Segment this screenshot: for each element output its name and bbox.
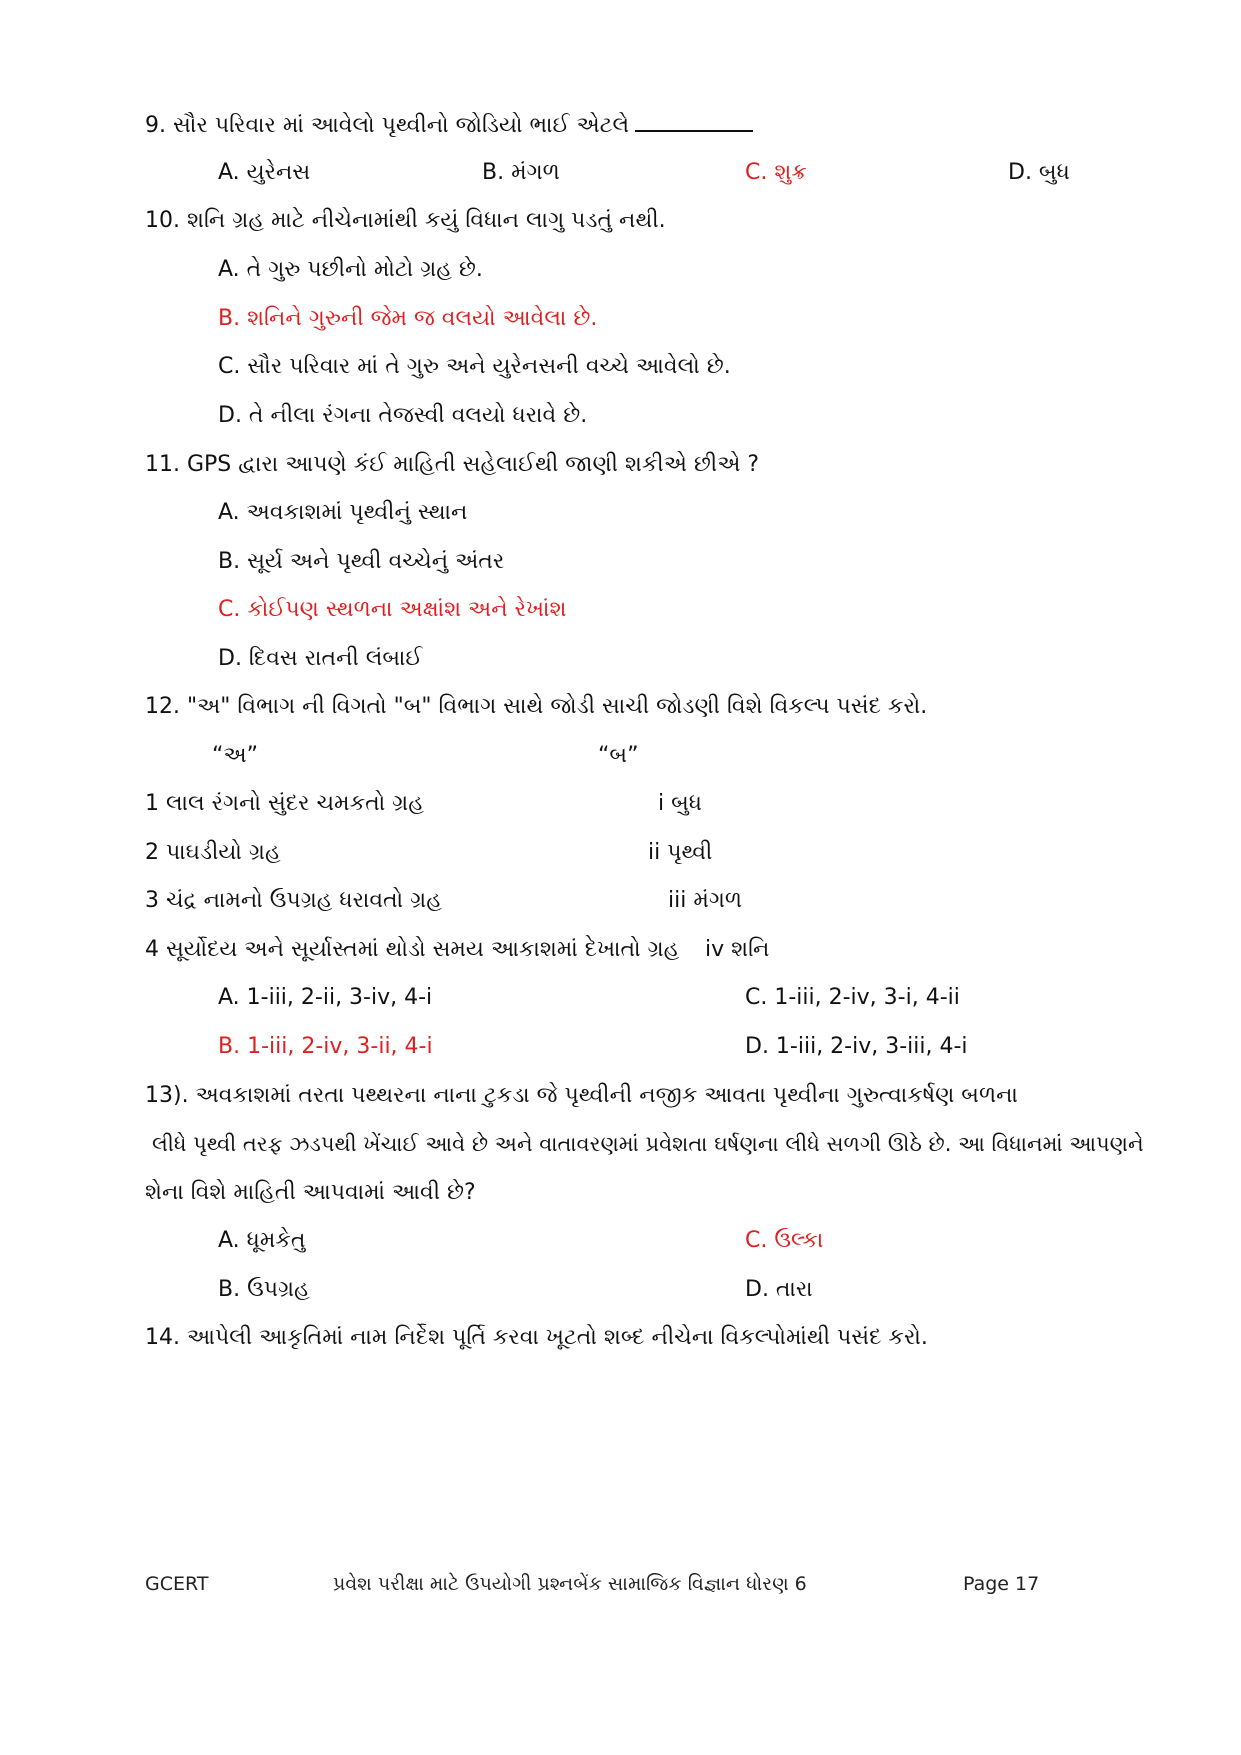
- q14-question: 14. આપેલી આકૃતિમાં નામ નિર્દેશ પૂર્તિ કરવા ખૂટતો શબ્દ નીચેના વિકલ્પોમાંથી પસંદ કરો.: [145, 1325, 928, 1350]
- footer-left: GCERT: [145, 1573, 209, 1595]
- q10-option-b-correct: B. શનિને ગુરુની જેમ જ વલયો આવેલા છે.: [218, 306, 598, 331]
- q10-option-a: A. તે ગુરુ પછીનો મોટો ગ્રહ છે.: [218, 257, 483, 282]
- q13-question-line-1: 13). અવકાશમાં તરતા પથ્થરના નાના ટુકડા જે પૃથ્વીની નજીક આવતા પૃથ્વીના ગુરુત્વાકર્ષણ બળના: [145, 1083, 1018, 1108]
- q13-option-c-correct: C. ઉલ્કા: [745, 1228, 824, 1253]
- q12-col-b-header: “બ”: [598, 743, 639, 768]
- q9-option-c-correct: C. શુક્ર: [745, 160, 807, 185]
- q13-question-line-3: શેના વિશે માહિતી આપવામાં આવી છે?: [145, 1180, 476, 1205]
- q11-option-b: B. સૂર્ય અને પૃથ્વી વચ્ચેનું અંતર: [218, 549, 505, 574]
- q13-option-a: A. ધૂમકેતુ: [218, 1228, 306, 1253]
- answer-blank: [635, 110, 753, 132]
- q12-col-a-item-2: 2 પાઘડીયો ગ્રહ: [145, 840, 281, 865]
- q11-option-d: D. દિવસ રાતની લંબાઈ: [218, 646, 423, 671]
- footer-center: પ્રવેશ પરીક્ષા માટે ઉપયોગી પ્રશ્નબેંક સામાજિક વિજ્ઞાન ધોરણ 6: [333, 1573, 807, 1595]
- q12-option-b-correct: B. 1-iii, 2-iv, 3-ii, 4-i: [218, 1034, 433, 1059]
- footer-page-number: Page 17: [963, 1573, 1040, 1595]
- q9-option-d: D. બુધ: [1008, 160, 1070, 185]
- q11-question: 11. GPS દ્વારા આપણે કંઈ માહિતી સહેલાઈથી જાણી શકીએ છીએ ?: [145, 452, 760, 477]
- q12-question: 12. "અ" વિભાગ ની વિગતો "બ" વિભાગ સાથે જોડી સાચી જોડણી વિશે વિકલ્પ પસંદ કરો.: [145, 694, 928, 719]
- q11-option-a: A. અવકાશમાં પૃથ્વીનું સ્થાન: [218, 500, 468, 525]
- q13-option-b: B. ઉપગ્રહ: [218, 1277, 310, 1302]
- q11-option-c-correct: C. કોઈપણ સ્થળના અક્ષાંશ અને રેખાંશ: [218, 597, 567, 622]
- q12-col-a-item-4: 4 સૂર્યોદય અને સૂર્યાસ્તમાં થોડો સમય આકાશમાં દેખાતો ગ્રહ: [145, 937, 680, 962]
- q13-option-d: D. તારા: [745, 1277, 813, 1302]
- q12-option-c: C. 1-iii, 2-iv, 3-i, 4-ii: [745, 985, 960, 1010]
- q12-col-b-item-3: iii મંગળ: [668, 888, 743, 913]
- q10-option-c: C. સૌર પરિવાર માં તે ગુરુ અને યુરેનસની વચ્ચે આવેલો છે.: [218, 354, 731, 379]
- q9-option-a: A. યુરેનસ: [218, 160, 311, 185]
- q12-col-a-item-3: 3 ચંદ્ર નામનો ઉપગ્રહ ધરાવતો ગ્રહ: [145, 888, 442, 913]
- q12-col-b-item-4: iv શનિ: [705, 937, 770, 962]
- q9-question: 9. સૌર પરિવાર માં આવેલો પૃથ્વીનો જોડિયો ભાઈ એટલે: [145, 110, 753, 141]
- q12-option-a: A. 1-iii, 2-ii, 3-iv, 4-i: [218, 985, 433, 1010]
- q13-question-line-2: લીધે પૃથ્વી તરફ ઝડપથી ખેંચાઈ આવે છે અને વાતાવરણમાં પ્રવેશતા ઘર્ષણના લીધે સળગી ઊઠે છે. આ વિધાનમાં આપણને: [152, 1132, 1144, 1156]
- q12-col-b-item-2: ii પૃથ્વી: [648, 840, 713, 865]
- q12-option-d: D. 1-iii, 2-iv, 3-iii, 4-i: [745, 1034, 968, 1059]
- q10-question: 10. શનિ ગ્રહ માટે નીચેનામાંથી કયું વિધાન લાગુ પડતું નથી.: [145, 208, 666, 233]
- q9-option-b: B. મંગળ: [482, 160, 560, 185]
- q12-col-a-item-1: 1 લાલ રંગનો સુંદર ચમકતો ગ્રહ: [145, 791, 424, 816]
- q10-option-d: D. તે નીલા રંગના તેજસ્વી વલયો ધરાવે છે.: [218, 403, 588, 428]
- q12-col-a-header: “અ”: [212, 743, 259, 768]
- q12-col-b-item-1: i બુધ: [658, 791, 702, 816]
